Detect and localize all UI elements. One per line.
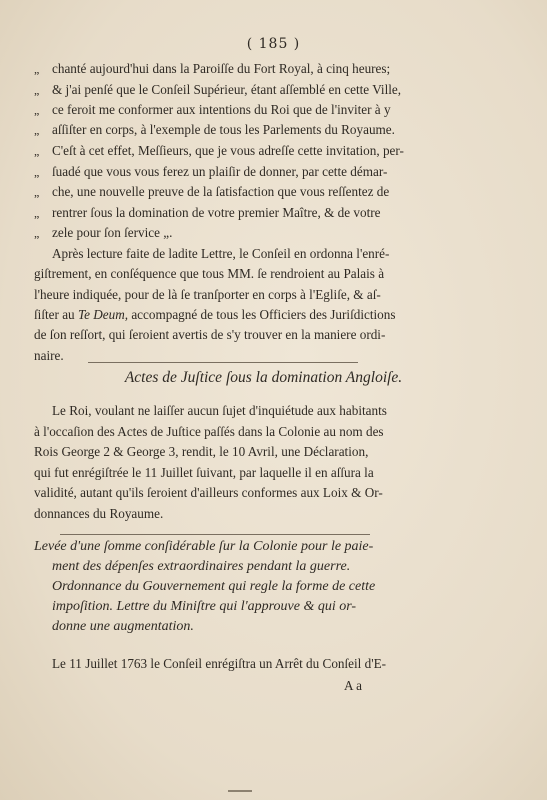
paragraph-line: Le 11 Juillet 1763 le Conſeil enrégiſtra un Arrêt du Conſeil d'E-: [52, 656, 387, 671]
section-heading-actes: Actes de Juſtice ſous la domination Angloiſe.: [124, 369, 403, 386]
paragraph-text: ſiſter au: [34, 307, 75, 322]
page-number: ( 185 ): [246, 36, 301, 52]
quote-mark: „: [34, 165, 40, 179]
quote-mark: „: [34, 226, 40, 240]
paragraph-line: validité, autant qu'ils ſeroient d'ailleurs conformes aux Loix & Or-: [34, 485, 383, 500]
quote-mark: „: [34, 185, 40, 199]
quoted-line: chanté aujourd'hui dans la Paroiſſe du Fort Royal, à cinq heures;: [52, 61, 391, 76]
quoted-line: ce feroit me conformer aux intentions du Roi que de l'inviter à y: [52, 102, 391, 117]
quote-mark: „: [34, 83, 40, 97]
catchword: A a: [344, 678, 362, 693]
quoted-line: zele pour ſon ſervice „.: [52, 225, 173, 240]
paragraph-line: à l'occaſion des Actes de Juſtice paſſés dans la Colonie au nom des: [34, 424, 384, 439]
quoted-line: ſuadé que vous vous ferez un plaiſir de donner, par cette démar-: [52, 164, 388, 179]
heading-line: impoſition. Lettre du Miniſtre qui l'approuve & qui or-: [52, 599, 357, 614]
section-rule: [60, 534, 370, 535]
heading-line: Ordonnance du Gouvernement qui regle la forme de cette: [52, 579, 376, 594]
quoted-line: rentrer ſous la domination de votre premier Maître, & de votre: [52, 205, 381, 220]
quoted-line: C'eſt à cet effet, Meſſieurs, que je vous adreſſe cette invitation, per-: [52, 143, 404, 158]
quote-mark: „: [34, 206, 40, 220]
quote-mark: „: [34, 123, 40, 137]
paragraph-line: de ſon reſſort, qui ſeroient avertis de s'y trouver en la maniere ordi-: [34, 327, 386, 342]
quote-mark: „: [34, 144, 40, 158]
bottom-mark: [228, 790, 252, 792]
paragraph-line: naire.: [34, 348, 64, 363]
paragraph-line: giſtrement, en conſéquence que tous MM. ſe rendroient au Palais à: [34, 266, 385, 281]
paragraph-line: [34, 307, 396, 323]
te-deum-text: Te Deum,: [77, 307, 129, 322]
quoted-line: aſſiſter en corps, à l'exemple de tous les Parlements du Royaume.: [52, 122, 395, 137]
heading-line: donne une augmentation.: [52, 619, 194, 634]
paragraph-line: Après lecture faite de ladite Lettre, le Conſeil en ordonna l'enré-: [52, 246, 390, 261]
paragraph-text: accompagné de tous les Officiers des Juriſdictions: [131, 307, 396, 322]
paragraph-line: Rois George 2 & George 3, rendit, le 10 Avril, une Déclaration,: [34, 444, 369, 459]
paragraph-line: qui fut enrégiſtrée le 11 Juillet ſuivant, par laquelle il en aſſura la: [34, 465, 374, 480]
paragraph-line: l'heure indiquée, pour de là ſe tranſporter en corps à l'Egliſe, & aſ-: [34, 287, 381, 302]
heading-line: Levée d'une ſomme conſidérable ſur la Colonie pour le paie-: [34, 539, 374, 554]
heading-line: ment des dépenſes extraordinaires pendant la guerre.: [52, 559, 351, 574]
section-rule: [88, 362, 358, 363]
quote-mark: „: [34, 103, 40, 117]
quoted-line: che, une nouvelle preuve de la ſatisfaction que vous reſſentez de: [52, 184, 390, 199]
quote-mark: „: [34, 62, 40, 76]
paragraph-line: Le Roi, voulant ne laiſſer aucun ſujet d'inquiétude aux habitants: [52, 403, 387, 418]
paragraph-line: donnances du Royaume.: [34, 506, 164, 521]
quoted-line: & j'ai penſé que le Conſeil Supérieur, étant aſſemblé en cette Ville,: [52, 82, 402, 97]
